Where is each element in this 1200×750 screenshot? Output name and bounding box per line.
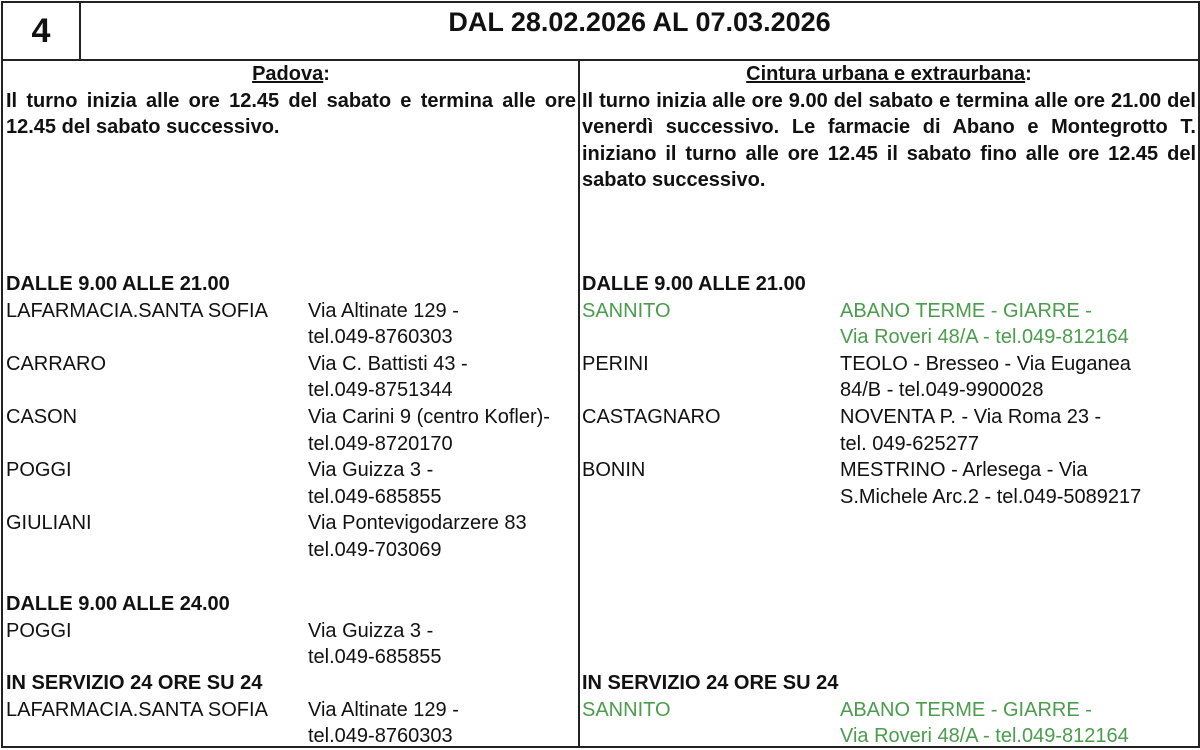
pharmacy-name: BONIN (582, 459, 646, 482)
address-line: ABANO TERME - GIARRE - (840, 299, 1092, 322)
header-row (3, 3, 1198, 61)
pharmacy-entry (582, 351, 1196, 404)
address-line: Via Altinate 129 - (308, 299, 459, 322)
address-line: Via Guizza 3 - (308, 459, 434, 482)
padova-section (6, 271, 576, 564)
address-line: Via Guizza 3 - (308, 619, 434, 642)
pharmacy-address (840, 351, 1196, 404)
section-heading: DALLE 9.00 ALLE 21.00 (582, 273, 806, 295)
cintura-column (582, 61, 1196, 746)
pharmacy-entry (582, 457, 1196, 510)
pharmacy-name: GIULIANI (6, 512, 92, 535)
pharmacy-address (308, 457, 576, 510)
phone-line: tel.049-8760303 (308, 326, 453, 349)
phone-line: tel.049-8751344 (308, 379, 453, 402)
address-line: ABANO TERME - GIARRE - (840, 698, 1092, 721)
padova-section (6, 591, 576, 671)
pharmacy-address (308, 404, 576, 457)
column-divider (578, 61, 580, 746)
pharmacy-entry (6, 404, 576, 457)
phone-line: tel. 049-625277 (840, 432, 980, 455)
padova-column (6, 61, 576, 746)
cintura-section (582, 670, 1196, 750)
date-range: DAL 28.02.2026 AL 07.03.2026 (448, 7, 831, 37)
pharmacy-entry (582, 697, 1196, 750)
cintura-title-text: Cintura urbana e extraurbana (746, 63, 1026, 85)
address-line: TEOLO - Bresseo - Via Euganea (840, 352, 1131, 375)
padova-intro: Il turno inizia alle ore 12.45 del sabato e termina alle ore 12.45 del sabato successivo. (6, 89, 576, 139)
pharmacy-address (840, 697, 1196, 750)
pharmacy-name: SANNITO (582, 698, 671, 721)
phone-line: 84/B - tel.049-9900028 (840, 379, 1044, 402)
pharmacy-entry (6, 351, 576, 404)
phone-line: tel.049-685855 (308, 646, 442, 669)
address-line: Via C. Battisti 43 - (308, 352, 468, 375)
phone-line: tel.049-703069 (308, 538, 442, 561)
pharmacy-address (308, 510, 576, 563)
cintura-intro: Il turno inizia alle ore 9.00 del sabato e termina alle ore 21.00 del venerdì successivo. Le farmacie di Abano e Montegrotto T. iniziano il turno alle ore 12.45 il sabato fino alle ore 12.45 del sabato successivo. (582, 89, 1196, 192)
pharmacy-entry (6, 618, 576, 671)
pharmacy-address (840, 404, 1196, 457)
phone-line: Via Roveri 48/A - tel.049-812164 (840, 725, 1129, 748)
padova-title: Padova: (252, 63, 330, 85)
pharmacy-name: SANNITO (582, 299, 671, 322)
address-line: Via Carini 9 (centro Kofler)- (308, 405, 550, 428)
padova-section (6, 670, 576, 750)
address-line: Via Pontevigodarzere 83 (308, 512, 527, 535)
week-number: 4 (3, 3, 81, 59)
pharmacy-entry (6, 457, 576, 510)
pharmacy-entry (6, 510, 576, 563)
phone-line: tel.049-8720170 (308, 432, 453, 455)
cintura-section (582, 271, 1196, 510)
pharmacy-name: LAFARMACIA.SANTA SOFIA (6, 299, 268, 322)
pharmacy-schedule-table (1, 1, 1200, 748)
cintura-title: Cintura urbana e extraurbana: (746, 63, 1032, 85)
pharmacy-entry (6, 697, 576, 750)
pharmacy-address (840, 298, 1196, 351)
pharmacy-name: CASTAGNARO (582, 405, 721, 428)
pharmacy-address (308, 351, 576, 404)
pharmacy-name: CASON (6, 405, 78, 428)
pharmacy-name: POGGI (6, 619, 72, 642)
pharmacy-address (308, 298, 576, 351)
pharmacy-address (308, 697, 576, 750)
phone-line: tel.049-8760303 (308, 725, 453, 748)
section-heading: DALLE 9.00 ALLE 24.00 (6, 593, 230, 615)
section-heading: DALLE 9.00 ALLE 21.00 (6, 273, 230, 295)
pharmacy-entry (582, 298, 1196, 351)
pharmacy-name: PERINI (582, 352, 649, 375)
pharmacy-name: LAFARMACIA.SANTA SOFIA (6, 698, 268, 721)
phone-line: tel.049-685855 (308, 485, 442, 508)
phone-line: S.Michele Arc.2 - tel.049-5089217 (840, 485, 1142, 508)
padova-title-text: Padova (252, 63, 324, 85)
address-line: Via Altinate 129 - (308, 698, 459, 721)
pharmacy-address (840, 457, 1196, 510)
pharmacy-entry (6, 298, 576, 351)
pharmacy-name: CARRARO (6, 352, 107, 375)
section-heading: IN SERVIZIO 24 ORE SU 24 (6, 672, 263, 694)
address-line: NOVENTA P. - Via Roma 23 - (840, 405, 1102, 428)
pharmacy-entry (582, 404, 1196, 457)
phone-line: Via Roveri 48/A - tel.049-812164 (840, 326, 1129, 349)
pharmacy-name: POGGI (6, 459, 72, 482)
address-line: MESTRINO - Arlesega - Via (840, 459, 1088, 482)
pharmacy-address (308, 618, 576, 671)
section-heading: IN SERVIZIO 24 ORE SU 24 (582, 672, 839, 694)
